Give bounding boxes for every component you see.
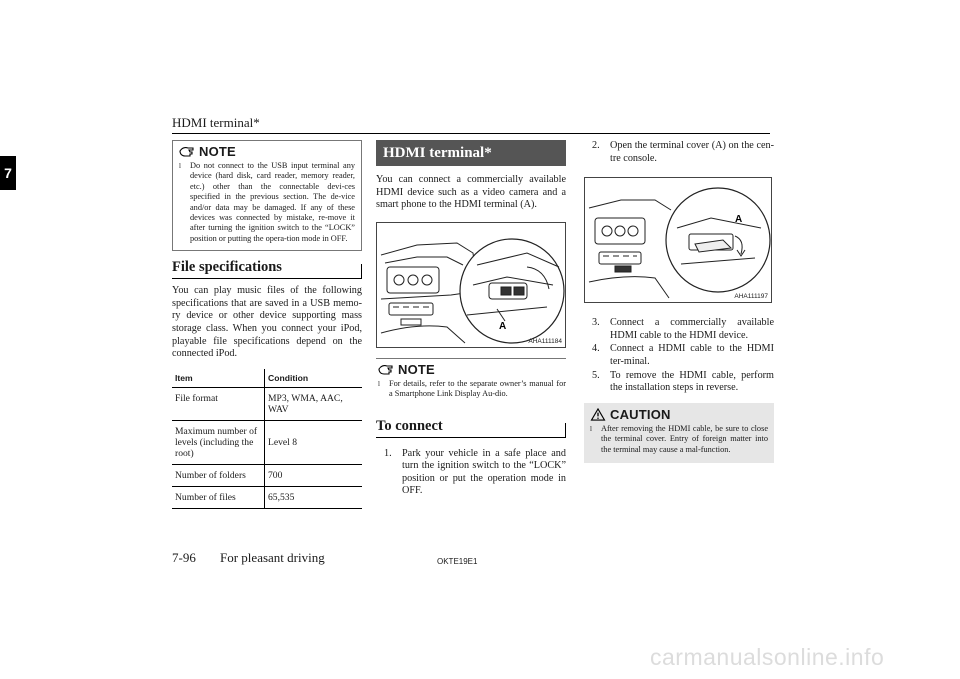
figure-code: AHA111184 xyxy=(528,337,562,345)
table-row xyxy=(172,387,362,420)
file-specifications-heading: File specifications xyxy=(172,259,362,279)
step-text: Open the terminal cover (A) on the cen-tre console. xyxy=(610,140,774,164)
step-text: To remove the HDMI cable, perform the installation steps in reverse. xyxy=(610,369,774,394)
list-item xyxy=(384,448,566,498)
note-text: For details, refer to the separate owner’s manual for a Smartphone Link Display Au-dio. xyxy=(389,378,566,399)
column-middle xyxy=(376,140,566,499)
table-cell: 700 xyxy=(265,464,363,486)
step-number: 3. xyxy=(592,317,600,329)
connect-steps-list-continued xyxy=(584,140,774,165)
callout-a-label: A xyxy=(499,320,507,332)
connect-steps-list-continued xyxy=(584,317,774,395)
table-header-row xyxy=(172,369,362,388)
step-text: Park your vehicle in a safe place and turn the ignition switch to the “LOCK” position or put the operation mode in OFF. xyxy=(402,447,566,497)
caution-title: CAUTION xyxy=(610,406,671,422)
table-cell: MP3, WMA, AAC, WAV xyxy=(265,387,363,420)
step-text: Connect a commercially available HDMI cable to the HDMI device. xyxy=(610,317,774,341)
note-box xyxy=(172,140,362,251)
note-hand-icon xyxy=(378,363,394,376)
footer-section-title: For pleasant driving xyxy=(220,550,325,565)
column-right xyxy=(584,140,774,463)
table-cell: 65,535 xyxy=(265,486,363,508)
to-connect-heading: To connect xyxy=(376,418,566,438)
note-title: NOTE xyxy=(398,361,435,377)
table-cell: Level 8 xyxy=(265,420,363,464)
table-cell: Number of folders xyxy=(172,464,265,486)
table-header-condition: Condition xyxy=(265,369,363,388)
table-header-item: Item xyxy=(172,369,265,388)
figure-code: AHA111197 xyxy=(734,293,768,301)
list-item xyxy=(592,317,774,342)
table-cell: File format xyxy=(172,387,265,420)
console-drawing xyxy=(585,178,771,302)
bullet-glyph: l xyxy=(179,162,181,170)
bullet-glyph: l xyxy=(378,379,380,388)
note-text: Do not connect to the USB input terminal any device (hard disk, card reader, memory reader, etc.) other than the connectable devi-ces specified in the previous section. The de-vice and/or data may be damaged. If any of these devices was connected by mistake, re-move it after turning the ignition switch to the “LOCK” position or putting the opera-tion mode in OFF. xyxy=(190,161,355,243)
table-cell: Number of files xyxy=(172,486,265,508)
bullet-glyph: l xyxy=(590,424,592,433)
page-number: 7-96 xyxy=(172,550,196,565)
caution-box xyxy=(584,403,774,463)
terminal-cover-illustration xyxy=(584,177,772,303)
document-code: OKTE19E1 xyxy=(437,557,478,566)
note-box xyxy=(376,358,566,406)
hdmi-intro-text: You can connect a commercially available HDMI device such as a video camera and a smart phone to the HDMI terminal (A). xyxy=(376,174,566,211)
chapter-tab: 7 xyxy=(0,156,16,190)
list-item xyxy=(592,140,774,165)
caution-text: After removing the HDMI cable, be sure to close the terminal cover. Entry of foreign matter into the terminal may cause a mal-function. xyxy=(601,423,768,454)
list-item xyxy=(592,370,774,395)
note-hand-icon xyxy=(179,145,195,158)
dashboard-drawing xyxy=(377,223,565,347)
step-number: 4. xyxy=(592,343,600,355)
running-head: HDMI terminal* xyxy=(172,115,260,130)
step-text: Connect a HDMI cable to the HDMI ter-minal. xyxy=(610,343,774,367)
column-left xyxy=(172,140,362,509)
watermark: carmanualsonline.info xyxy=(650,644,885,670)
file-spec-table xyxy=(172,369,362,509)
table-row xyxy=(172,486,362,508)
file-specifications-body: You can play music files of the following specifications that are saved in a USB memo-ry device or other device supporting mass storage class. When you connect your iPod, playable file specifications depend on the connected iPod. xyxy=(172,285,362,360)
hdmi-terminal-illustration xyxy=(376,222,566,348)
section-banner: HDMI terminal* xyxy=(376,140,566,166)
list-item xyxy=(592,343,774,368)
header-rule xyxy=(172,133,770,134)
note-title: NOTE xyxy=(199,144,236,159)
table-row xyxy=(172,464,362,486)
table-row xyxy=(172,420,362,464)
step-number: 5. xyxy=(592,369,600,381)
step-number: 2. xyxy=(592,140,600,151)
table-cell: Maximum number of levels (including the root) xyxy=(172,420,265,464)
warning-triangle-icon xyxy=(590,408,606,421)
connect-steps-list xyxy=(376,448,566,498)
step-number: 1. xyxy=(384,447,392,459)
callout-a-label: A xyxy=(735,214,743,226)
